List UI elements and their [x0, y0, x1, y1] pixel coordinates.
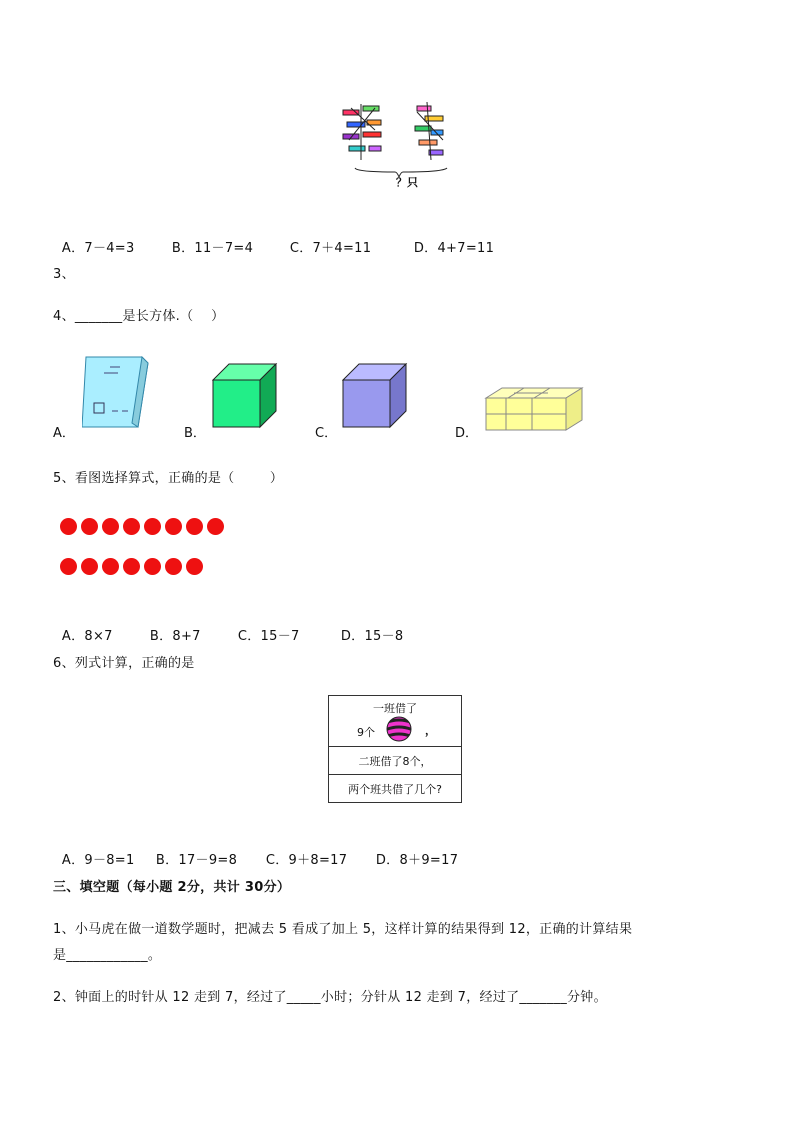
red-dot	[81, 518, 98, 535]
q4-option-d[interactable]: D．	[455, 426, 479, 441]
q3-text: 3、	[53, 267, 75, 282]
q5-option-c[interactable]: C．15－7	[237, 629, 300, 644]
red-dot	[102, 558, 119, 575]
q6-option-c[interactable]: C．9＋8=17	[265, 853, 348, 868]
dots-row-1	[60, 518, 224, 535]
box-row-1	[329, 696, 461, 747]
q5-options	[53, 610, 404, 644]
red-dot	[144, 518, 161, 535]
book-image	[82, 353, 154, 433]
red-dot	[102, 518, 119, 535]
figure-caption: ？只	[396, 176, 418, 189]
section-3-q1-line2: 是____________。	[53, 948, 162, 963]
box-line-1b: 9个	[357, 726, 375, 739]
q5-text: 5、看图选择算式，正确的是（ ）	[53, 471, 284, 486]
q6-option-d[interactable]: D．8＋9=17	[375, 853, 459, 868]
section-3-q1-line1: 1、小马虎在做一道数学题时，把减去 5 看成了加上 5，这样计算的结果得到 12，正确的计算结果	[53, 922, 633, 937]
red-dot	[60, 558, 77, 575]
q4-option-c[interactable]: C．	[315, 426, 338, 441]
red-dot	[81, 558, 98, 575]
red-dot	[165, 558, 182, 575]
red-dot	[186, 558, 203, 575]
q6-option-b[interactable]: B．17－9=8	[155, 853, 238, 868]
q6-option-a[interactable]: A．9－8=1	[61, 853, 135, 868]
q5-option-a[interactable]: A．8×7	[61, 629, 113, 644]
q6-text: 6、列式计算，正确的是	[53, 656, 195, 671]
dragonfly-figure	[335, 100, 460, 190]
q2-options	[53, 222, 494, 256]
red-dot	[207, 518, 224, 535]
box-line-3: 两个班共借了几个?	[348, 782, 442, 796]
purple-cube-image	[342, 363, 408, 429]
red-dot	[123, 518, 140, 535]
box-line-2: 二班借了8个，	[329, 747, 461, 775]
q4-option-b[interactable]: B．	[184, 426, 206, 441]
q2-option-c[interactable]: C．7＋4=11	[289, 241, 372, 256]
yellow-box-image	[484, 386, 586, 432]
q5-option-b[interactable]: B．8+7	[149, 629, 201, 644]
dots-row-2	[60, 558, 203, 575]
section-3-q2: 2、钟面上的时针从 12 走到 7，经过了_____小时；分针从 12 走到 7，经过了_______分钟。	[53, 990, 607, 1005]
red-dot	[186, 518, 203, 535]
q4-option-a[interactable]: A．	[53, 426, 75, 441]
red-dot	[123, 558, 140, 575]
ball-icon	[385, 715, 413, 743]
red-dot	[60, 518, 77, 535]
q2-option-b[interactable]: B．11－7=4	[171, 241, 254, 256]
q2-option-d[interactable]: D．4+7=11	[413, 241, 495, 256]
q2-option-a[interactable]: A．7－4=3	[61, 241, 135, 256]
q6-options	[53, 834, 458, 868]
red-dot	[144, 558, 161, 575]
box-line-1c: ，	[425, 724, 436, 737]
section-3-title: 三、填空题（每小题 2分，共计 30分）	[53, 880, 291, 895]
box-line-1: 一班借了	[373, 702, 417, 715]
q5-option-d[interactable]: D．15－8	[340, 629, 404, 644]
word-problem-box	[328, 695, 462, 803]
q4-text: 4、_______是长方体.（ ）	[53, 309, 225, 324]
red-dot	[165, 518, 182, 535]
green-cube-image	[212, 363, 278, 429]
